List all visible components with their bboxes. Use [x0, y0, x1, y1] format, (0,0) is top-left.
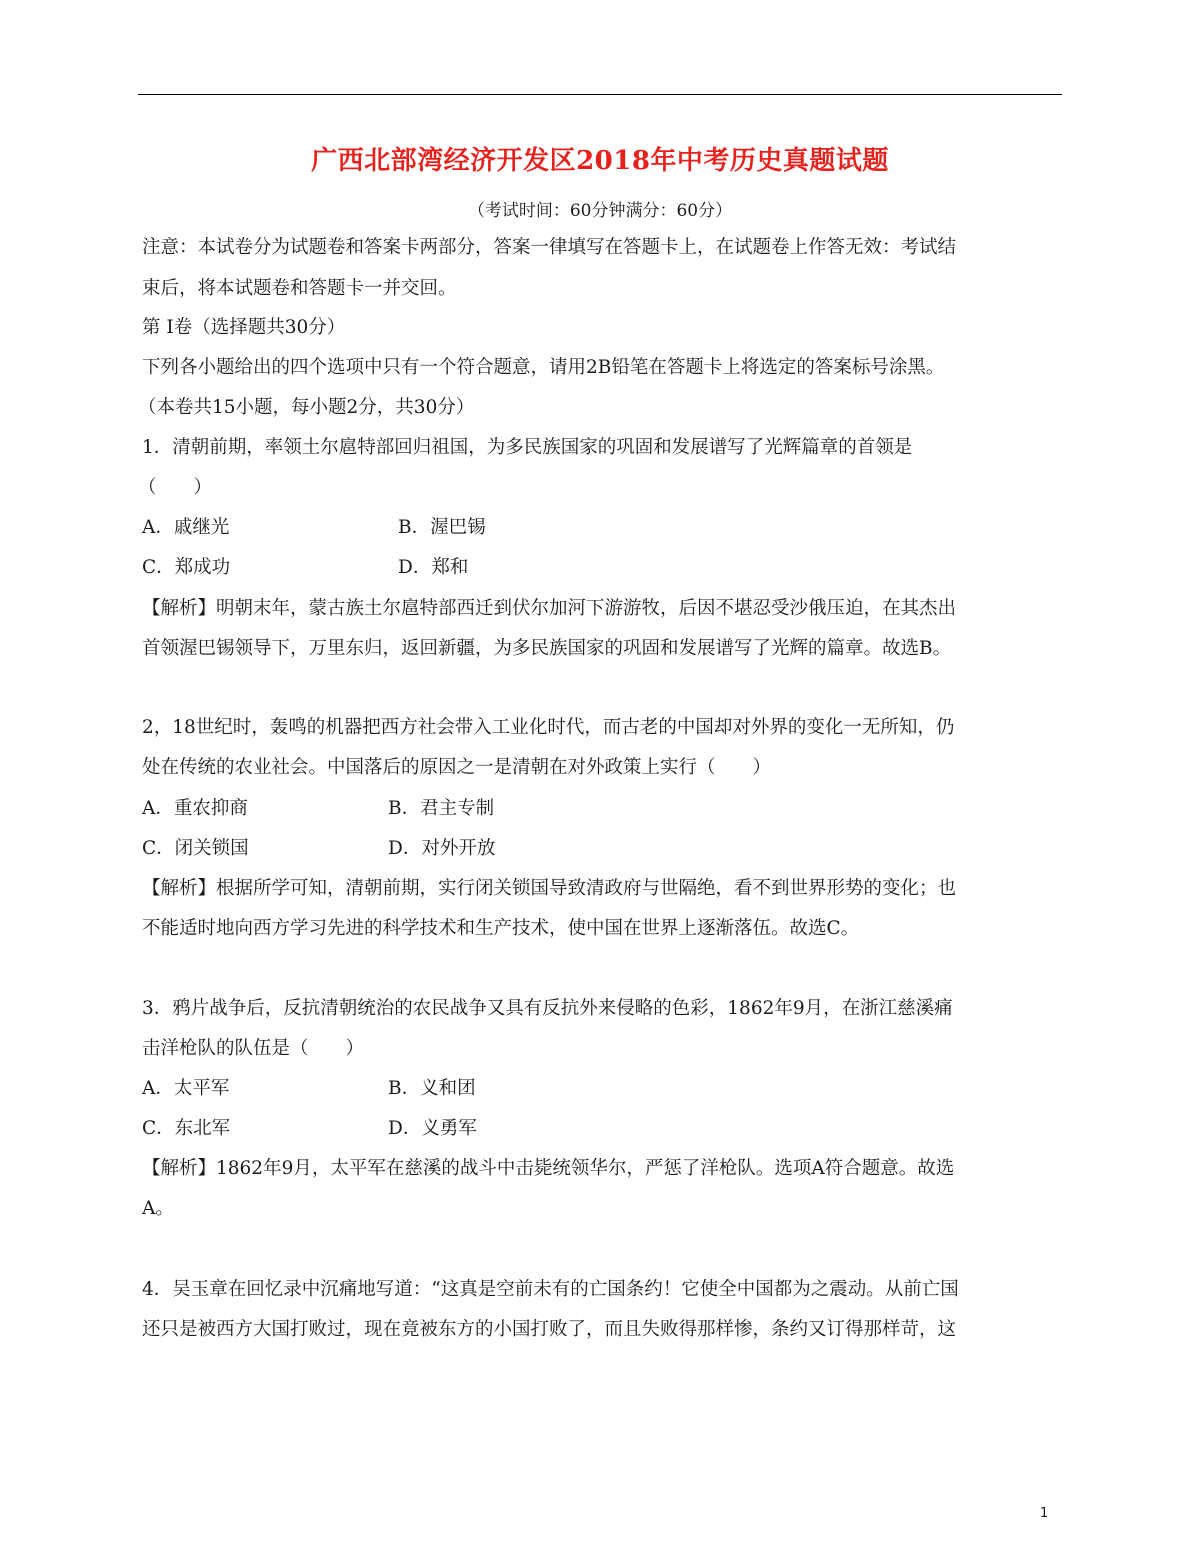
- q2-option-a: A．重农抑商: [142, 798, 248, 819]
- q1-analysis-line-2: 首领渥巴锡领导下，万里东归，返回新疆，为多民族国家的巩固和发展谱写了光辉的篇章。故选B。: [142, 638, 952, 659]
- q1-option-b: B．渥巴锡: [398, 517, 486, 538]
- notice-line-2: 束后，将本试题卷和答题卡一并交回。: [142, 278, 457, 299]
- q1-option-d: D．郑和: [398, 557, 469, 578]
- q1-stem-line-1: 1．清朝前期，率领土尔扈特部回归祖国，为多民族国家的巩固和发展谱写了光辉篇章的首领是: [142, 437, 913, 458]
- q3-option-b: B．义和团: [388, 1078, 476, 1099]
- q2-analysis-line-2: 不能适时地向西方学习先进的科学技术和生产技术，使中国在世界上逐渐落伍。故选C。: [142, 918, 860, 939]
- q3-analysis-line-1: 【解析】1862年9月，太平军在慈溪的战斗中击毙统领华尔，严惩了洋枪队。选项A符合题意。故选: [142, 1158, 955, 1179]
- q3-stem-line-1: 3．鸦片战争后，反抗清朝统治的农民战争又具有反抗外来侵略的色彩，1862年9月，在浙江慈溪痛: [142, 998, 953, 1019]
- page-number: 1: [1040, 1506, 1049, 1521]
- q3-option-c: C．东北军: [142, 1118, 231, 1139]
- section-heading: 第 I卷（选择题共30分）: [142, 317, 346, 338]
- q1-analysis-line-1: 【解析】明朝末年，蒙古族土尔扈特部西迁到伏尔加河下游游牧，后因不堪忍受沙俄压迫，在其杰出: [142, 598, 957, 619]
- q2-option-c: C．闭关锁国: [142, 838, 249, 859]
- q2-option-d: D．对外开放: [388, 838, 496, 859]
- q4-stem-line-2: 还只是被西方大国打败过，现在竟被东方的小国打败了，而且失败得那样惨，条约又订得那样苛，这: [142, 1319, 957, 1340]
- q2-stem-line-2: 处在传统的农业社会。中国落后的原因之一是清朝在对外政策上实行（ ）: [142, 757, 772, 778]
- notice-line-1: 注意：本试卷分为试题卷和答案卡两部分，答案一律填写在答题卡上，在试题卷上作答无效：考试结: [142, 237, 957, 258]
- section-note: （本卷共15小题，每小题2分，共30分）: [138, 397, 475, 418]
- q2-stem-line-1: 2，18世纪时，轰鸣的机器把西方社会带入工业化时代，而古老的中国却对外界的变化一无所知，仍: [142, 717, 955, 738]
- q4-stem-line-1: 4．吴玉章在回忆录中沉痛地写道：“这真是空前未有的亡国条约！它使全中国都为之震动。从前亡国: [142, 1279, 959, 1300]
- q1-stem-line-2: （ ）: [138, 477, 213, 498]
- header-rule: [138, 94, 1062, 95]
- q2-analysis-line-1: 【解析】根据所学可知，清朝前期，实行闭关锁国导致清政府与世隔绝，看不到世界形势的变化；也: [142, 878, 957, 899]
- q1-option-c: C．郑成功: [142, 557, 231, 578]
- q3-stem-line-2: 击洋枪队的队伍是（ ）: [142, 1038, 365, 1059]
- q3-option-d: D．义勇军: [388, 1118, 477, 1139]
- q1-option-a: A．戚继光: [142, 517, 230, 538]
- exam-info: （考试时间：60分钟满分：60分）: [467, 201, 733, 221]
- q3-option-a: A．太平军: [142, 1078, 230, 1099]
- section-instruction: 下列各小题给出的四个选项中只有一个符合题意，请用2B铅笔在答题卡上将选定的答案标号涂黑。: [142, 357, 945, 378]
- q3-analysis-line-2: A。: [142, 1198, 174, 1219]
- page-title: 广西北部湾经济开发区2018年中考历史真题试题: [311, 146, 889, 176]
- q2-option-b: B．君主专制: [388, 798, 495, 819]
